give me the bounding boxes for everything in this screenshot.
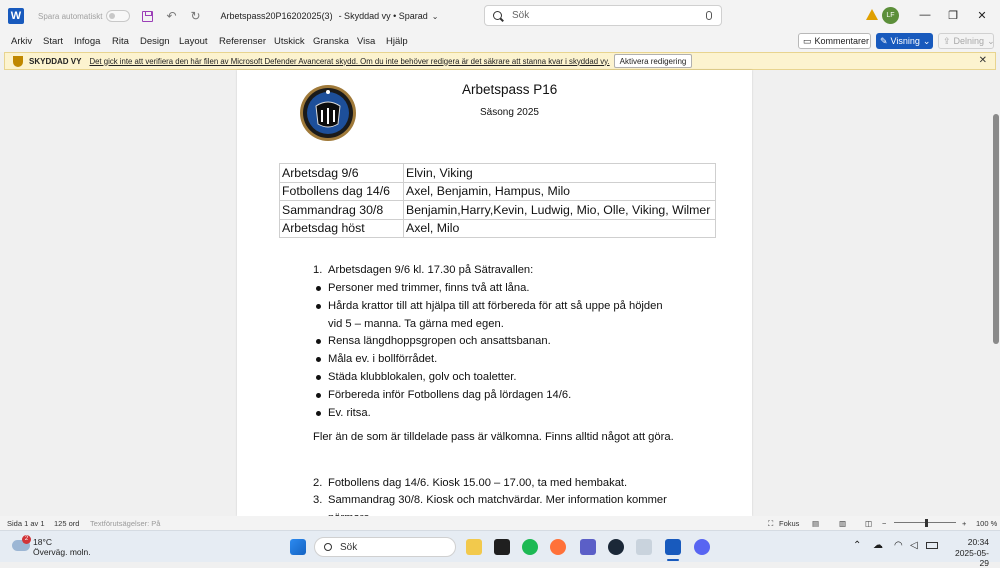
save-icon[interactable]: [140, 9, 154, 23]
avatar[interactable]: LF: [882, 7, 899, 24]
menu-rita[interactable]: Rita: [112, 36, 129, 47]
pencil-icon: ✎: [880, 35, 888, 46]
menu-design[interactable]: Design: [140, 36, 170, 47]
firefox-icon[interactable]: [550, 539, 566, 555]
share-icon: ⇪: [943, 35, 951, 46]
table-cell: Benjamin,Harry,Kevin, Ludwig, Mio, Olle, Viking, Wilmer: [404, 201, 716, 220]
list-item-text: Arbetsdagen 9/6 kl. 17.30 på Sätravallen:: [328, 264, 534, 276]
protected-view-bar: [4, 52, 996, 70]
view-button[interactable]: [876, 33, 933, 49]
page-count[interactable]: Sida 1 av 1: [7, 519, 45, 528]
chevron-down-icon: ⌄: [987, 35, 995, 46]
list-number: 3.: [313, 494, 323, 506]
bullet-icon: [316, 357, 321, 362]
word-taskbar-icon[interactable]: [665, 539, 681, 555]
cloud-sync-icon[interactable]: ☁: [873, 540, 883, 551]
menu-utskick[interactable]: Utskick: [274, 36, 305, 47]
list-item-text: Fotbollens dag 14/6. Kiosk 15.00 – 17.00, ta med hembakat.: [328, 477, 628, 489]
table-cell: Elvin, Viking: [404, 164, 716, 183]
bullet-icon: [316, 304, 321, 309]
bullet-text: Måla ev. i bollförrådet.: [328, 353, 438, 365]
bullet-icon: [316, 286, 321, 291]
shield-icon: [13, 56, 23, 67]
list-item-text: Sammandrag 30/8. Kiosk och matchvärdar. Mer information kommer: [328, 494, 667, 506]
table-cell: Axel, Milo: [404, 219, 716, 238]
battery-icon[interactable]: [926, 542, 938, 549]
comments-button[interactable]: [798, 33, 871, 49]
focus-label[interactable]: Fokus: [779, 519, 800, 528]
taskbar: [0, 530, 1000, 568]
bullet-text: Personer med trimmer, finns två att låna.: [328, 282, 530, 294]
zoom-out-icon[interactable]: −: [882, 519, 887, 528]
bullet-icon: [316, 339, 321, 344]
zoom-in-icon[interactable]: +: [962, 519, 967, 528]
document-subtitle: Säsong 2025: [480, 107, 539, 118]
enable-editing-button[interactable]: Aktivera redigering: [614, 54, 692, 68]
autosave-label: Spara automatiskt: [38, 11, 103, 21]
clock-time[interactable]: 20:34: [967, 537, 989, 547]
menu-referenser[interactable]: Referenser: [219, 36, 266, 47]
bullet-text: vid 5 – manna. Ta gärna med egen.: [328, 318, 504, 330]
redo-icon[interactable]: ↻: [190, 9, 201, 23]
web-layout-icon[interactable]: ◫: [865, 519, 873, 528]
terminal-icon[interactable]: [494, 539, 510, 555]
comments-label: Kommentarer: [814, 36, 870, 46]
focus-icon[interactable]: ⛶: [768, 519, 774, 528]
view-label: Visning: [890, 36, 920, 46]
word-app-icon: W: [8, 8, 24, 24]
table-row: [280, 201, 716, 220]
search-icon: [493, 11, 502, 20]
file-explorer-icon[interactable]: [466, 539, 482, 555]
table-row: [280, 182, 716, 201]
comment-icon: ▭: [803, 35, 812, 46]
undo-icon[interactable]: ↶: [166, 9, 177, 23]
bullet-text: Ev. ritsa.: [328, 407, 371, 419]
document-status[interactable]: - Skyddad vy • Sparad: [338, 11, 428, 21]
bullet-icon: [316, 393, 321, 398]
start-icon[interactable]: [290, 539, 306, 555]
zoom-slider-handle[interactable]: [925, 519, 928, 527]
table-row: [280, 164, 716, 183]
menu-start[interactable]: Start: [43, 36, 64, 47]
close-icon[interactable]: ✕: [977, 9, 987, 22]
club-logo: [298, 84, 358, 142]
maximize-icon[interactable]: ❐: [948, 9, 958, 22]
table-cell: Arbetsdag 9/6: [280, 164, 404, 183]
protected-view-message[interactable]: Det gick inte att verifiera den här filen av Microsoft Defender Avancerat skydd. Om du inte behöver redigera är det säkrare att stanna kvar i skyddad vy.: [89, 56, 610, 66]
bullet-text: Hårda krattor till att hjälpa till att förbereda för att så uppe på höjden: [328, 300, 663, 312]
chevron-down-icon[interactable]: ⌄: [431, 11, 439, 21]
warning-icon[interactable]: [866, 9, 878, 20]
menu-layout[interactable]: Layout: [179, 36, 208, 47]
vertical-scrollbar[interactable]: [993, 114, 999, 344]
document-canvas[interactable]: [0, 70, 1000, 516]
text-predictions[interactable]: Textförutsägelser: På: [90, 519, 161, 528]
paragraph-text: Fler än de som är tilldelade pass är välkomna. Finns alltid något att göra.: [313, 431, 674, 443]
chevron-down-icon: ⌄: [922, 35, 931, 46]
microphone-icon[interactable]: [706, 11, 712, 20]
bullet-text: Rensa längdhoppsgropen och ansattsbanan.: [328, 335, 551, 347]
menu-arkiv[interactable]: Arkiv: [11, 36, 33, 47]
list-number: 1.: [313, 264, 323, 276]
search-icon: [324, 543, 332, 551]
discord-icon[interactable]: [694, 539, 710, 555]
table-cell: Axel, Benjamin, Hampus, Milo: [404, 182, 716, 201]
taskbar-search-input[interactable]: [314, 537, 456, 557]
weather-desc: Överväg. moln.: [33, 547, 91, 557]
document-title: Arbetspass P16: [462, 82, 558, 97]
active-app-indicator: [667, 559, 679, 561]
bullet-icon: [316, 411, 321, 416]
document-name[interactable]: Arbetspass20P16202025(3): [220, 11, 333, 21]
menu-hjalp[interactable]: Hjälp: [386, 36, 408, 47]
menu-infoga[interactable]: Infoga: [74, 36, 101, 47]
share-button[interactable]: [938, 33, 994, 49]
teams-icon[interactable]: [580, 539, 596, 555]
share-label: Delning: [953, 36, 985, 46]
table-cell: Arbetsdag höst: [280, 219, 404, 238]
weather-temp: 18°C: [33, 537, 52, 547]
search-placeholder: Sök: [512, 10, 530, 21]
zoom-level[interactable]: 100 %: [976, 519, 998, 528]
bullet-text: Förbereda inför Fotbollens dag på lördagen 14/6.: [328, 389, 572, 401]
search-input[interactable]: [484, 5, 722, 26]
read-mode-icon[interactable]: ▤: [812, 519, 820, 528]
toggle-switch[interactable]: [106, 10, 130, 22]
print-layout-icon[interactable]: ▥: [839, 519, 847, 528]
chevron-up-icon[interactable]: ⌃: [853, 540, 862, 551]
wifi-icon[interactable]: ◠: [894, 540, 903, 551]
volume-icon[interactable]: ◁: [910, 540, 918, 551]
document-page[interactable]: [237, 70, 752, 516]
app-icon[interactable]: [636, 539, 652, 555]
spotify-icon[interactable]: [522, 539, 538, 555]
autosave-toggle[interactable]: [38, 10, 130, 22]
minimize-icon[interactable]: —: [919, 9, 931, 21]
word-count[interactable]: 125 ord: [54, 519, 80, 528]
taskbar-search-placeholder: Sök: [340, 541, 358, 553]
steam-icon[interactable]: [608, 539, 624, 555]
clock-date[interactable]: 2025-05-29: [954, 548, 989, 568]
bullet-text: Städa klubblokalen, golv och toaletter.: [328, 371, 517, 383]
list-number: 2.: [313, 477, 323, 489]
table-cell: Fotbollens dag 14/6: [280, 182, 404, 201]
close-icon[interactable]: ✕: [978, 55, 987, 66]
protected-view-title: SKYDDAD VY: [29, 56, 82, 66]
bullet-icon: [316, 375, 321, 380]
duty-table: [279, 163, 716, 238]
table-row: [280, 219, 716, 238]
menu-visa[interactable]: Visa: [357, 36, 376, 47]
menu-granska[interactable]: Granska: [313, 36, 349, 47]
notification-badge: 2: [22, 535, 31, 544]
table-cell: Sammandrag 30/8: [280, 201, 404, 220]
status-bar: [0, 516, 1000, 530]
